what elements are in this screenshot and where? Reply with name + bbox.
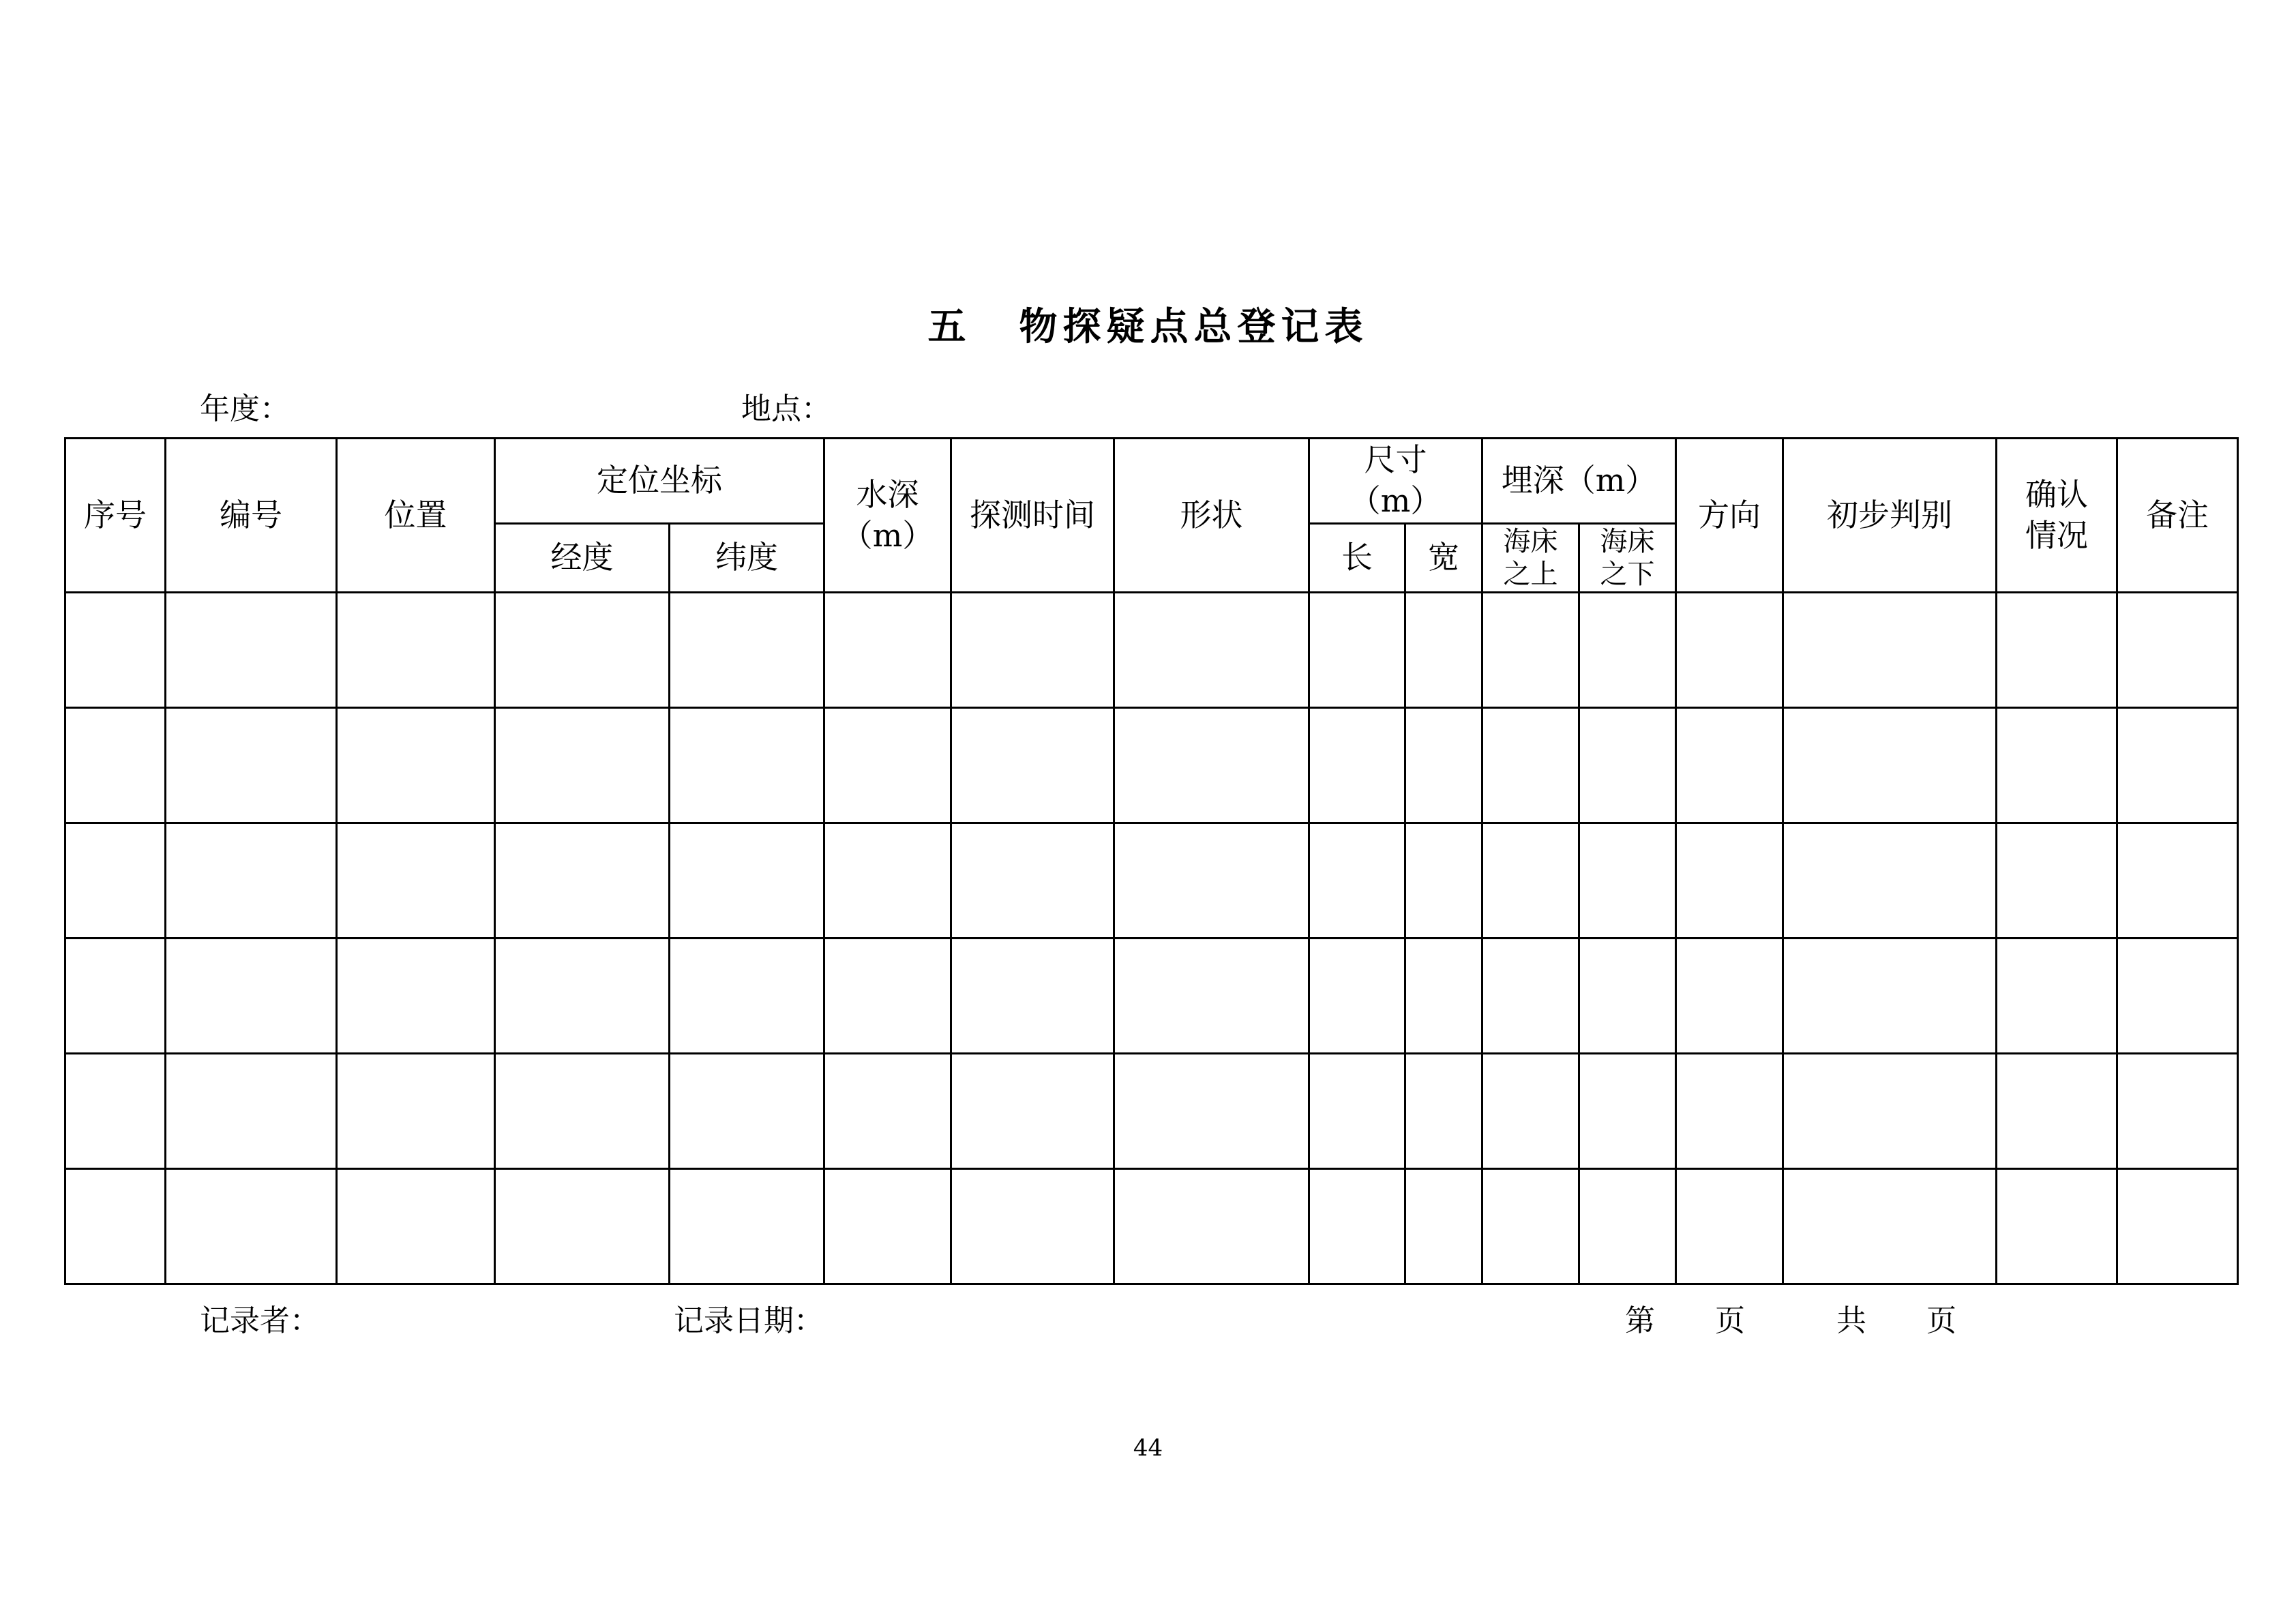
- table-cell[interactable]: [951, 593, 1114, 708]
- table-cell[interactable]: [1309, 1054, 1405, 1169]
- col-above-seabed: [1482, 524, 1579, 593]
- col-depth-line2: （m）: [841, 516, 934, 554]
- table-cell[interactable]: [1482, 823, 1579, 939]
- table-cell[interactable]: [2117, 708, 2238, 823]
- table-cell[interactable]: [166, 1054, 337, 1169]
- table-cell[interactable]: [1114, 1054, 1309, 1169]
- col-longitude: 经度: [495, 524, 670, 593]
- table-cell[interactable]: [1309, 1169, 1405, 1284]
- recorder-label: 记录者：: [200, 1303, 320, 1338]
- table-cell[interactable]: [495, 823, 670, 939]
- table-cell[interactable]: [951, 1169, 1114, 1284]
- table-cell[interactable]: [824, 1054, 951, 1169]
- col-seq: 序号: [65, 439, 166, 593]
- table-cell[interactable]: [1482, 1054, 1579, 1169]
- col-below-line2: 之下: [1600, 559, 1655, 590]
- table-cell[interactable]: [65, 1054, 166, 1169]
- col-coord-group: 定位坐标: [495, 439, 824, 524]
- col-judgment: 初步判别: [1783, 439, 1997, 593]
- table-row: [65, 939, 2238, 1054]
- table-cell[interactable]: [670, 939, 824, 1054]
- col-position: 位置: [337, 439, 495, 593]
- table-cell[interactable]: [166, 593, 337, 708]
- title-number: 五: [927, 304, 972, 349]
- col-shape: 形状: [1114, 439, 1309, 593]
- table-cell[interactable]: [1482, 708, 1579, 823]
- table-cell[interactable]: [1579, 708, 1676, 823]
- table-cell[interactable]: [1676, 1054, 1783, 1169]
- table-cell[interactable]: [1997, 1054, 2117, 1169]
- page-title: [0, 297, 2296, 351]
- col-size-line1: 尺寸: [1364, 441, 1427, 479]
- table-cell[interactable]: [951, 823, 1114, 939]
- table-body: [65, 593, 2238, 1284]
- table-cell[interactable]: [2117, 823, 2238, 939]
- location-label: 地点：: [741, 392, 831, 426]
- table-cell[interactable]: [1114, 823, 1309, 939]
- table-cell[interactable]: [337, 708, 495, 823]
- table-cell[interactable]: [1114, 1169, 1309, 1284]
- header-row-1: [65, 439, 2238, 524]
- table-cell[interactable]: [337, 823, 495, 939]
- table-cell[interactable]: [65, 1169, 166, 1284]
- table-cell[interactable]: [824, 939, 951, 1054]
- table-cell[interactable]: [670, 708, 824, 823]
- table-cell[interactable]: [670, 1054, 824, 1169]
- table-cell[interactable]: [824, 593, 951, 708]
- col-confirm-line2: 情况: [2025, 516, 2088, 554]
- table-cell[interactable]: [1405, 708, 1482, 823]
- table-cell[interactable]: [1114, 593, 1309, 708]
- col-length: 长: [1309, 524, 1405, 593]
- col-remarks: 备注: [2117, 439, 2238, 593]
- col-burial-group: 埋深（m）: [1482, 439, 1676, 524]
- table-cell[interactable]: [1676, 708, 1783, 823]
- table-cell[interactable]: [337, 1169, 495, 1284]
- register-table: [64, 437, 2239, 1285]
- col-code: 编号: [166, 439, 337, 593]
- page-label: 第 页: [1625, 1303, 1745, 1338]
- table-cell[interactable]: [495, 1169, 670, 1284]
- col-above-line1: 海床: [1503, 526, 1558, 557]
- page-number: 44: [1133, 1434, 1163, 1462]
- table-cell[interactable]: [1309, 823, 1405, 939]
- table-row: [65, 823, 2238, 939]
- table-cell[interactable]: [166, 708, 337, 823]
- table-cell[interactable]: [495, 1054, 670, 1169]
- table-cell[interactable]: [65, 593, 166, 708]
- table-cell[interactable]: [1114, 939, 1309, 1054]
- table-cell[interactable]: [1783, 593, 1997, 708]
- table-cell[interactable]: [1114, 708, 1309, 823]
- table-cell[interactable]: [1309, 708, 1405, 823]
- total-pages-label: 共 页: [1836, 1303, 1956, 1338]
- table-cell[interactable]: [824, 823, 951, 939]
- table-cell[interactable]: [1405, 593, 1482, 708]
- table-cell[interactable]: [1997, 1169, 2117, 1284]
- table-cell[interactable]: [1997, 823, 2117, 939]
- table-cell[interactable]: [951, 1054, 1114, 1169]
- table-cell[interactable]: [1579, 593, 1676, 708]
- title-text: 物探疑点总登记表: [1019, 304, 1369, 349]
- table-cell[interactable]: [1309, 593, 1405, 708]
- table-cell[interactable]: [65, 939, 166, 1054]
- table-cell[interactable]: [495, 593, 670, 708]
- col-latitude: 纬度: [670, 524, 824, 593]
- table-cell[interactable]: [2117, 939, 2238, 1054]
- col-below-line1: 海床: [1600, 526, 1655, 557]
- table-cell[interactable]: [951, 708, 1114, 823]
- table-cell[interactable]: [1676, 823, 1783, 939]
- table-cell[interactable]: [1783, 939, 1997, 1054]
- table-cell[interactable]: [1482, 939, 1579, 1054]
- table-cell[interactable]: [1783, 823, 1997, 939]
- table-cell[interactable]: [495, 939, 670, 1054]
- table-cell[interactable]: [1783, 708, 1997, 823]
- table-cell[interactable]: [2117, 593, 2238, 708]
- table-cell[interactable]: [1405, 1054, 1482, 1169]
- col-depth-line1: 水深: [856, 475, 919, 513]
- table-cell[interactable]: [951, 939, 1114, 1054]
- col-above-line2: 之上: [1503, 559, 1558, 590]
- table-cell[interactable]: [337, 1054, 495, 1169]
- table-cell[interactable]: [495, 708, 670, 823]
- table-cell[interactable]: [1482, 1169, 1579, 1284]
- table-cell[interactable]: [1676, 939, 1783, 1054]
- table-cell[interactable]: [670, 823, 824, 939]
- year-label: 年度：: [200, 392, 290, 426]
- col-width: 宽: [1405, 524, 1482, 593]
- table-cell[interactable]: [2117, 1169, 2238, 1284]
- table-cell[interactable]: [65, 823, 166, 939]
- col-depth: [824, 439, 951, 593]
- table-cell[interactable]: [1579, 1169, 1676, 1284]
- table-cell[interactable]: [1676, 593, 1783, 708]
- table-cell[interactable]: [1783, 1054, 1997, 1169]
- col-confirm-line1: 确认: [2025, 475, 2088, 513]
- table-cell[interactable]: [1783, 1169, 1997, 1284]
- table-cell[interactable]: [1405, 1169, 1482, 1284]
- table-cell[interactable]: [1482, 593, 1579, 708]
- col-detect-time: 探测时间: [951, 439, 1114, 593]
- table-row: [65, 708, 2238, 823]
- table-row: [65, 1169, 2238, 1284]
- table-cell[interactable]: [166, 823, 337, 939]
- table-cell[interactable]: [1405, 939, 1482, 1054]
- table-cell[interactable]: [670, 593, 824, 708]
- table-cell[interactable]: [1579, 1054, 1676, 1169]
- col-size-line2: （m）: [1349, 482, 1442, 519]
- col-below-seabed: [1579, 524, 1676, 593]
- table-cell[interactable]: [2117, 1054, 2238, 1169]
- table-cell[interactable]: [824, 708, 951, 823]
- record-date-label: 记录日期：: [674, 1303, 824, 1338]
- col-direction: 方向: [1676, 439, 1783, 593]
- table-row: [65, 593, 2238, 708]
- col-confirm: [1997, 439, 2117, 593]
- table-cell[interactable]: [1405, 823, 1482, 939]
- col-size-group: [1309, 439, 1482, 524]
- table-cell[interactable]: [337, 939, 495, 1054]
- table-cell[interactable]: [1676, 1169, 1783, 1284]
- table-cell[interactable]: [65, 708, 166, 823]
- table-cell[interactable]: [166, 939, 337, 1054]
- table-cell[interactable]: [337, 593, 495, 708]
- table-cell[interactable]: [166, 1169, 337, 1284]
- table-cell[interactable]: [1997, 593, 2117, 708]
- table-cell[interactable]: [1579, 823, 1676, 939]
- table-row: [65, 1054, 2238, 1169]
- table-cell[interactable]: [670, 1169, 824, 1284]
- table-cell[interactable]: [1997, 708, 2117, 823]
- table-cell[interactable]: [1309, 939, 1405, 1054]
- table-cell[interactable]: [1579, 939, 1676, 1054]
- table-cell[interactable]: [1997, 939, 2117, 1054]
- table-cell[interactable]: [824, 1169, 951, 1284]
